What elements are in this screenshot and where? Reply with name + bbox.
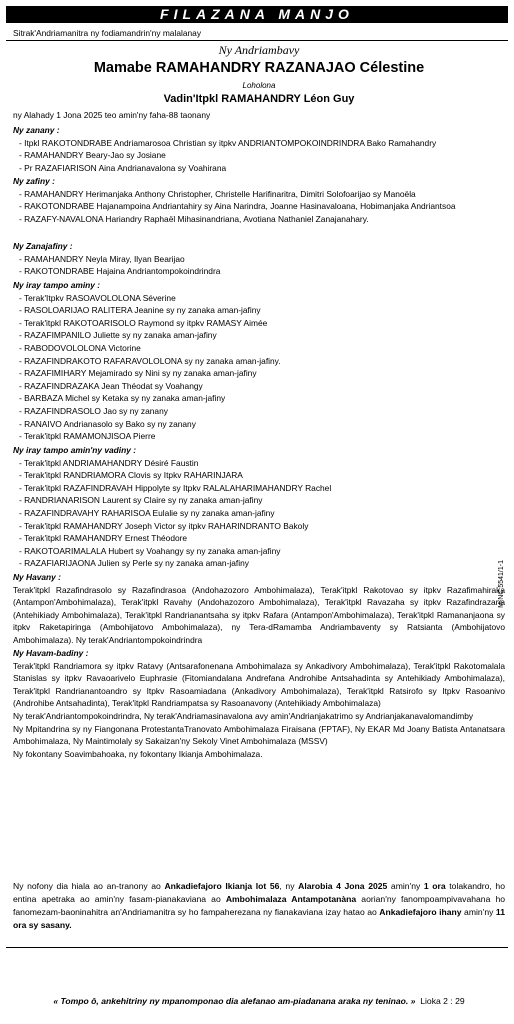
- intro-line: Sitrak'Andriamanitra ny fodiamandrin'ny malalanay: [13, 28, 202, 38]
- list-item: - RANAIVO Andrianasolo sy Bako sy ny zanany: [19, 418, 196, 429]
- in-laws-text: Terak'itpkl Randriamora sy itpkv Ratavy (Antsarafonenana Ambohimalaza sy Ankadivory Ambohimalaza), Terak'itpkl Rakotomalala Stanislas sy itpkv Ravaoarivelo Euphrasie (Fitomiandalana Andrefana Androhibe Antsahadinta sy Antehikiady Ambohimalaza), Terak'itpkl Randrianantoandro sy Itpkv Rasoamiadana (Ankadivory Ambohimalaza), Terak'itpkl Ratsirofo sy Itpkv Rasoanivo (Androhibe Antsahadinta), Terak'itpkl Randriampatsa sy Rasoanavony (Antehikiady Ambohimalaza): [13, 660, 505, 709]
- funeral-details: [13, 880, 505, 932]
- relatives-section: [13, 571, 505, 647]
- quote-text: « Tompo ô, ankehitriny ny mpanomponao dia alefanao am-piadanana araka ny teninao. »: [53, 996, 416, 1006]
- section-heading: Ny Havam-badiny :: [13, 648, 89, 658]
- quote-reference: Lioka 2 : 29: [420, 996, 465, 1006]
- siblings-section: [13, 279, 505, 443]
- list-item: - RAKOTONDRABE Hajanampoina Andriantahiry sy Aina Narindra, Joanne Hasinavaloana, Hobimanjaka Andriantsoa: [19, 201, 456, 212]
- list-item: - Itpkl RAKOTONDRABE Andriamarosoa Christian sy itpkv ANDRIANTOMPOKOINDRINDRA Bako Ramahandry: [19, 137, 437, 148]
- list-item: - RAZAFINDRASOLO Jao sy ny zanany: [19, 405, 168, 416]
- list-item: - Terak'itpkl RAMAMONJISOA Pierre: [19, 431, 156, 442]
- spouse-name: Vadin'Itpkl RAMAHANDRY Léon Guy: [163, 93, 355, 105]
- deceased-name: Mamabe RAMAHANDRY RAZANAJAO Célestine: [93, 60, 425, 76]
- notice-banner: FILAZANA MANJO: [6, 6, 508, 23]
- divider: [6, 947, 508, 948]
- list-item: - RAZAFINDRAKOTO RAFARAVOLOLONA sy ny zanaka aman-jafiny.: [19, 355, 281, 366]
- list-item: - RAZAFY-NAVALONA Hariandry Raphaël Mihasinandriana, Avotiana Nathaniel Zanajanahary.: [19, 213, 369, 224]
- list-item: - RAKOTOARIMALALA Hubert sy Voahangy sy ny zanaka aman-jafiny: [19, 545, 281, 556]
- list-item: - Terak'itpkl RANDRIAMORA Clovis sy Itpkv RAHARINJARA: [19, 470, 243, 481]
- list-item: - RAZAFIARIJAONA Julien sy Perle sy ny zanaka aman-jafiny: [19, 558, 249, 569]
- list-item: - RAZAFINDRAZAKA Jean Théodat sy Voahangy: [19, 380, 203, 391]
- funeral-time: 11 ora sy sasany.: [13, 907, 505, 930]
- spouse-siblings-section: [13, 444, 505, 570]
- children-section: [13, 124, 505, 174]
- funeral-time: 1 ora: [423, 881, 446, 891]
- death-notice: ny Alahady 1 Jona 2025 teo amin'ny faha-88 taonany: [13, 110, 211, 120]
- list-item: - Terak'itpkl RAMAHANDRY Ernest Théodore: [19, 533, 188, 544]
- relatives-text: Terak'itpkl Razafindrasolo sy Razafindrasoa (Andohazozoro Ambohimalaza), Terak'itpkl Rakotovao sy itpkv Razafimahiraka (Antampon'Ambohimalaza), Terak'itpkl Ravahy (Andohazozoro Ambohimalaza), Terak'itpkl Ravazaha sy itpkv Razafindrazana (Antehikiady Ambohimalaza), Terak'itpkl Randrianantsaha sy itpkv Rafara (Antampon'Ambohimalaza), Terak'itpkl Ramananjaona sy itpkv Raketapiringa (Ambohijatovo Ambohimalaza), ny Tera-dRamamba Andriambaventy sy Ratsianta (Ambohijatovo Ambohimalaza). Ny terak'Andriantompokoindrindra: [13, 584, 505, 645]
- list-item: - BARBAZA Michel sy Ketaka sy ny zanaka aman-jafiny: [19, 393, 226, 404]
- list-item: - RAMAHANDRY Beary-Jao sy Josiane: [19, 150, 166, 161]
- in-laws-section: [13, 647, 505, 760]
- funeral-text: Ny nofony dia hiala ao an-tranony ao: [13, 881, 165, 891]
- widow-label: Loholona: [242, 81, 276, 90]
- list-item: - Terak'itpkl ANDRIAMAHANDRY Désiré Faustin: [19, 457, 199, 468]
- great-grandchildren-section: [13, 240, 505, 278]
- list-item: - Terak'itpkl RAKOTOARISOLO Raymond sy itpkv RAMASY Aimée: [19, 317, 268, 328]
- section-heading: Ny zanany :: [13, 125, 60, 135]
- section-heading: Ny zafiny :: [13, 176, 55, 186]
- funeral-text: aorian'ny fanompoampivavahana ho fanomezam-baoninahitra an'Andriamanitra sy ho fampaherezana ny fianakaviana izay hatao ao: [13, 894, 506, 917]
- list-item: - RANDRIANARISON Laurent sy Claire sy ny zanaka aman-jafiny: [19, 495, 263, 506]
- in-laws-text: Ny Mpitandrina sy ny Fiangonana ProtestantaTranovato Ambohimalaza Firaisana (FPTAF), Ny EKAR Md Joany Batista Antanatsara Ambohimalaza, Ny Maintimolaly sy Sakaizan'ny Sekoly Vinet Ambohimalaza (MSSV): [13, 723, 505, 747]
- list-item: - RAZAFIMPANILO Juliette sy ny zanaka aman-jafiny: [19, 330, 217, 341]
- list-item: - RAZAFIMIHARY Mejamirado sy Nini sy ny zanaka aman-jafiny: [19, 368, 257, 379]
- list-item: - RAMAHANDRY Neyla Miray, Ilyan Bearijao: [19, 253, 185, 264]
- list-item: - RAZAFINDRAVAHY RAHARISOA Eulalie sy ny zanaka aman-jafiny: [19, 507, 275, 518]
- funeral-text: amin'ny: [461, 907, 496, 917]
- funeral-place: Ambohimalaza Antampotanàna: [225, 894, 357, 904]
- scripture-quote: [13, 995, 505, 1008]
- side-code: M-NC 5541/1-1: [498, 560, 505, 608]
- funeral-place: Ankadiefajoro Ikianja lot 56: [164, 881, 280, 891]
- list-item: - RAMAHANDRY Herimanjaka Anthony Christopher, Christelle Harifinaritra, Dimitri Solofoarijao sy Manoëla: [19, 188, 416, 199]
- list-item: - RAKOTONDRABE Hajaina Andriantompokoindrindra: [19, 266, 221, 277]
- list-item: - Pr RAZAFIARISON Aina Andrianavalona sy Voahirana: [19, 162, 227, 173]
- list-item: - Terak'itpkl RAZAFINDRAVAH Hippolyte sy Itpkv RALALAHARIMAHANDRY Rachel: [19, 482, 332, 493]
- section-heading: Ny Havany :: [13, 572, 61, 582]
- list-item: - Terak'Itpkv RASOAVOLOLONA Séverine: [19, 292, 176, 303]
- section-heading: Ny iray tampo amin'ny vadiny :: [13, 445, 136, 455]
- list-item: - RASOLOARIJAO RALITERA Jeanine sy ny zanaka aman-jafiny: [19, 305, 261, 316]
- list-item: - RABODOVOLOLONA Victorine: [19, 342, 141, 353]
- funeral-text: , ny: [279, 881, 299, 891]
- funeral-date: Alarobia 4 Jona 2025: [298, 881, 388, 891]
- divider: [6, 40, 508, 41]
- in-laws-text: Ny terak'Andriantompokoindrindra, Ny terak'Andriamasinavalona avy amin'Andrianjakatrimo sy Andrianjakanavalomandimby: [13, 710, 474, 721]
- funeral-place: Ankadiefajoro ihany: [379, 907, 462, 917]
- section-heading: Ny Zanajafiny :: [13, 241, 73, 251]
- funeral-text: tolakandro, ho entina apetraka ao amin'ny fasam-pianakaviana ao: [13, 881, 505, 904]
- grandchildren-section: [13, 175, 505, 225]
- in-laws-text: Ny fokontany Soavimbahoaka, ny fokontany Ikianja Ambohimalaza.: [13, 748, 263, 759]
- section-heading: Ny iray tampo aminy :: [13, 280, 101, 290]
- list-item: - Terak'itpkl RAMAHANDRY Joseph Victor sy itpkv RAHARINDRANTO Bakoly: [19, 520, 309, 531]
- funeral-text: amin'ny: [387, 881, 424, 891]
- honorific: Ny Andriambavy: [218, 43, 300, 57]
